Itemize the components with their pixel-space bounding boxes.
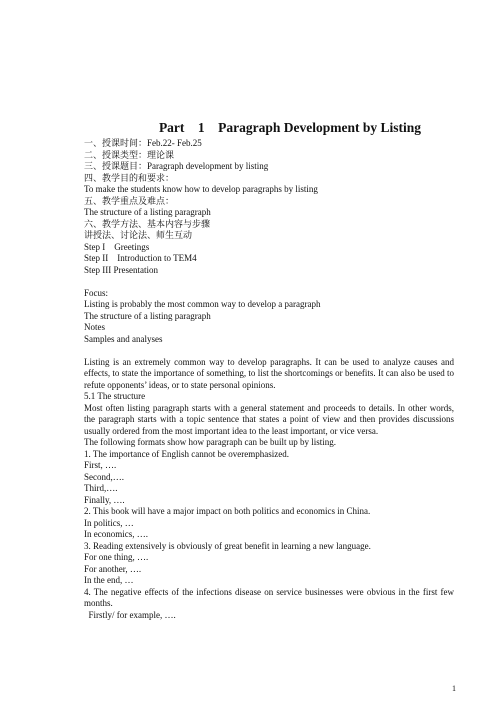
- spacer: [84, 345, 454, 357]
- header-line: 二、授课类型：理论课: [84, 149, 175, 160]
- header-line: 五、教学重点及难点：: [84, 195, 175, 206]
- header-line: Step I Greetings: [84, 241, 150, 252]
- focus-section: [84, 288, 454, 346]
- spacer: [84, 276, 454, 288]
- header-line: Step II Introduction to TEM4: [84, 253, 197, 263]
- document-body: [84, 138, 454, 621]
- example-line: 3. Reading extensively is obviously of great benefit in learning a new language.: [84, 540, 371, 551]
- example-line: 2. This book will have a major impact on both politics and economics in China.: [84, 506, 371, 516]
- example-line: Finally, ….: [84, 494, 125, 505]
- examples-list: [84, 449, 454, 587]
- structure-paragraph: Most often listing paragraph starts with a general statement and proceeds to details. In other words, the paragraph starts with a topic sentence that states a point of view and then provides discussions usually ordered from the most important idea to the least important, or vice versa.: [84, 402, 454, 436]
- focus-line: The structure of a listing paragraph: [84, 310, 211, 321]
- focus-line: Listing is probably the most common way to develop a paragraph: [84, 299, 321, 309]
- lesson-plan-header: [84, 138, 454, 276]
- header-line: To make the students know how to develop paragraphs by listing: [84, 184, 318, 194]
- page-number: 1: [452, 684, 456, 693]
- example-4: 4. The negative effects of the infections disease on service businesses were obvious in the first few months.: [84, 586, 454, 608]
- header-line: 三、授课题目：Paragraph development by listing: [84, 161, 269, 171]
- focus-line: Notes: [84, 322, 105, 332]
- formats-intro: The following formats show how paragraph can be built up by listing.: [84, 437, 336, 447]
- intro-paragraph: Listing is an extremely common way to develop paragraphs. It can be used to analyze causes and effects, to state the importance of something, to list the shortcomings or benefits. It can also be used to refute opponents’ ideas, or to state personal opinions.: [84, 356, 454, 390]
- example-line: Third,….: [84, 483, 118, 493]
- example-line: In politics, …: [84, 517, 134, 528]
- header-line: The structure of a listing paragraph: [84, 207, 211, 217]
- header-line: Step III Presentation: [84, 264, 158, 275]
- example-line: First, ….: [84, 460, 117, 470]
- example-line: In the end, …: [84, 575, 134, 585]
- example-line: For one thing, ….: [84, 552, 149, 562]
- focus-line: Focus:: [84, 287, 109, 298]
- focus-line: Samples and analyses: [84, 333, 163, 344]
- header-line: 四、教学目的和要求：: [84, 172, 175, 183]
- page-title: Part 1 Paragraph Development by Listing: [158, 120, 422, 135]
- example-line: In economics, ….: [84, 529, 148, 539]
- example-line: 1. The importance of English cannot be overemphasized.: [84, 448, 290, 459]
- header-line: 讲授法、讨论法、师生互动: [84, 230, 193, 240]
- header-line: 一、授课时间：Feb.22- Feb.25: [84, 138, 202, 148]
- example-4-follow: Firstly/ for example, ….: [84, 609, 176, 620]
- example-line: For another, ….: [84, 563, 142, 574]
- section-heading: 5.1 The structure: [84, 391, 146, 401]
- header-line: 六、教学方法、基本内容与步骤: [84, 218, 211, 229]
- example-line: Second,….: [84, 471, 124, 482]
